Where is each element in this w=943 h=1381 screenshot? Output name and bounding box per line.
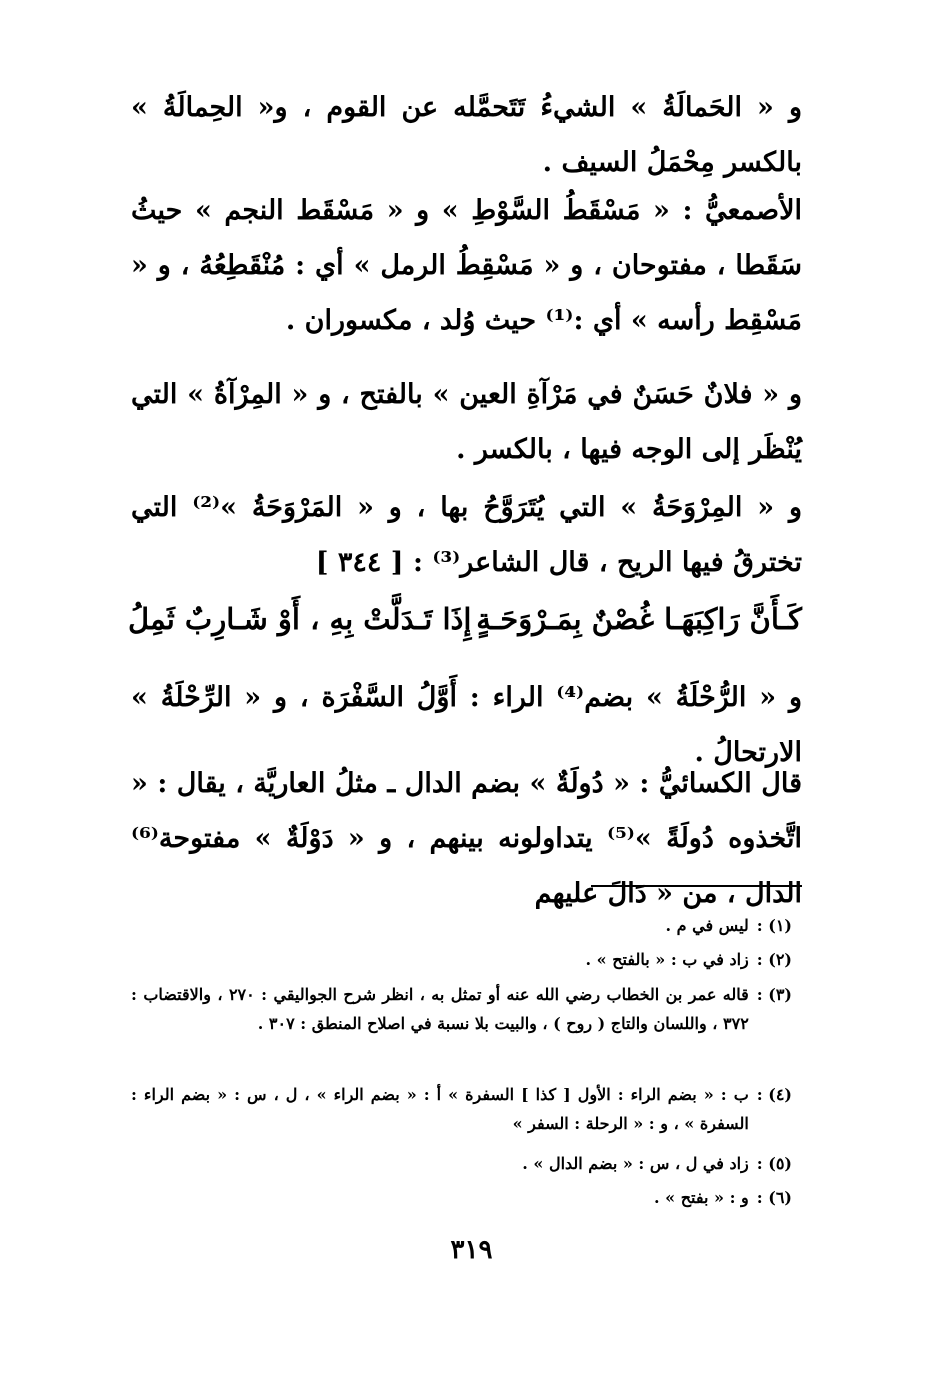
- footnote-5: [131, 1149, 792, 1178]
- paragraph-dawla: قال الكسائيُّ : « دُولَةٌ » بضم الدال ـ مثلُ العاريَّة ، يقال : « اتَّخذوه دُولَةً »⁽⁵⁾ يتداولونه بينهم ، و « دَوْلَةٌ » مفتوحة⁽⁶⁾ الدال ، من « دَالَ عليهم: [131, 768, 802, 909]
- footnote-4: [131, 1080, 792, 1138]
- verse-first-hemistich: كَـأَنَّ رَاكِبَهَـا غُصْنٌ بِمَـرْوَحَـةٍ: [476, 602, 802, 636]
- footnote-text: ليس في م .: [665, 916, 749, 935]
- footnote-2: [131, 945, 792, 974]
- paragraph-hamala: و « الحَمالَةُ » الشيءُ تَتَحمَّله عن القوم ، و« الحِمالَةُ » بالكسر مِحْمَلُ السيف .: [131, 92, 802, 178]
- footnote-number: (٤) :: [756, 1085, 792, 1104]
- footnote-number: (٢) :: [756, 950, 792, 969]
- paragraph-mirwaha: و « المِرْوَحَةُ » التي يُتَرَوَّحُ بها ، و « المَرْوَحَةُ »⁽²⁾ التي تخترقُ فيها الريح ، قال الشاعر⁽³⁾ : [ ٣٤٤ ]: [131, 492, 802, 578]
- footnote-1: [131, 911, 792, 940]
- paragraph-rihla: و « الرُّحْلَةُ » بضم⁽⁴⁾ الراء : أَوَّلُ السَّفْرَة ، و « الرِّحْلَةُ » الارتحالُ .: [131, 682, 803, 768]
- footnote-text: و : « بفتح » .: [654, 1188, 749, 1207]
- footnote-number: (٥) :: [756, 1154, 792, 1173]
- verse-second-hemistich: إِذَا تَـدَلَّتْ بِهِ ، أَوْ شَـارِبٌ ثَمِلُ: [128, 602, 472, 636]
- footnote-separator: [591, 885, 802, 887]
- footnote-number: (٣) :: [756, 985, 792, 1004]
- poetry-verse: [128, 594, 802, 644]
- footnote-text: ب : « بضم الراء : الأول [ كذا ] السفرة » أ : « بضم الراء » ، ل ، س : « بضم الراء : السفرة » ، و : « الرحلة : السفر »: [131, 1085, 749, 1133]
- footnote-3: [131, 980, 792, 1038]
- footnote-6: [131, 1183, 792, 1212]
- footnote-text: قاله عمر بن الخطاب رضي الله عنه أو تمثل به ، انظر شرح الجواليقي : ٢٧٠ ، والاقتضاب : ٣٧٢ ، واللسان والتاج ( روح ) ، والبيت بلا نسبة في اصلاح المنطق : ٣٠٧ .: [131, 985, 749, 1033]
- paragraph-mirat: و « فلانٌ حَسَنٌ في مَرْآةِ العين » بالفتح ، و « المِرْآةُ » التي يُنْظَر إلى الوجه فيها ، بالكسر .: [131, 379, 802, 465]
- footnote-number: (١) :: [756, 916, 792, 935]
- paragraph-masqat: الأصمعيُّ : « مَسْقَطُ السَّوْطِ » و « مَسْقَط النجم » حيثُ سَقَطا ، مفتوحان ، و « مَسْقِطُ الرمل » أي : مُنْقَطِعُهُ ، و « مَسْقِط رأسه » أي :⁽¹⁾ حيث وُلد ، مكسوران .: [131, 195, 802, 336]
- footnote-text: زاد في ل ، س : « بضم الدال » .: [522, 1154, 749, 1173]
- page-number: ٣١٩: [450, 1235, 493, 1265]
- footnote-number: (٦) :: [756, 1188, 792, 1207]
- footnote-text: زاد في ب : « بالفتح » .: [585, 950, 749, 969]
